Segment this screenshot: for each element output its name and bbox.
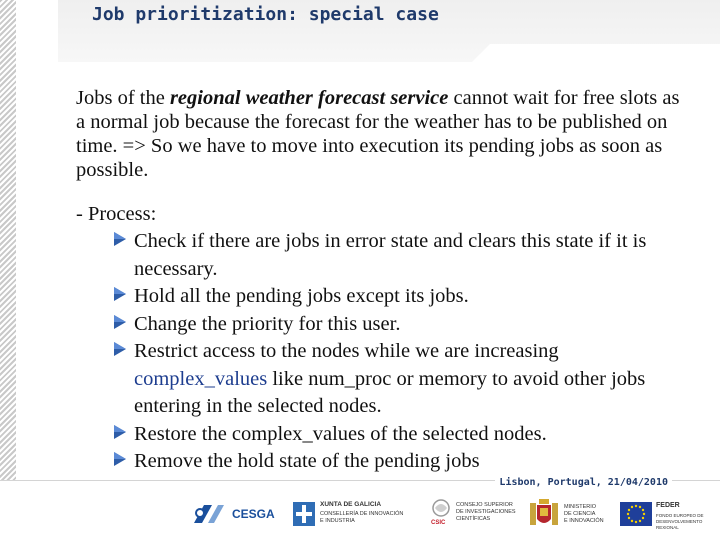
ministerio-line-1: MINISTERIO xyxy=(564,504,597,510)
sponsor-logos xyxy=(190,496,710,532)
bullet-arrow-icon xyxy=(112,424,128,440)
step-text-before: Restrict access to the nodes while we are increasing xyxy=(134,340,559,362)
footer-date: Lisbon, Portugal, 21/04/2010 xyxy=(495,477,672,488)
feder-line-1: FEDER xyxy=(656,502,680,509)
xunta-line-3: E INDUSTRIA xyxy=(320,518,355,524)
ministerio-line-3: E INNOVACIÓN xyxy=(564,518,604,524)
spain-crest-icon xyxy=(528,497,560,531)
feder-line-3: DESENVOLVEMENTO REXIONAL xyxy=(656,519,703,530)
slide-content xyxy=(76,86,686,476)
step-text: Change the priority for this user. xyxy=(134,312,401,335)
list-item xyxy=(134,448,686,476)
intro-paragraph xyxy=(76,86,686,182)
bullet-arrow-icon xyxy=(112,341,128,357)
list-item xyxy=(134,311,686,339)
intro-emphasis: regional weather forecast service xyxy=(169,87,449,109)
intro-after: cannot wait for free slots as a normal job because the forecast for the weather has to be published on time. => So we have to move into execution its pending jobs as soon as possible. xyxy=(76,87,680,181)
eu-flag-icon xyxy=(620,502,652,526)
bullet-arrow-icon xyxy=(112,231,128,247)
csic-logo xyxy=(430,496,522,532)
step-text-after: like num_proc or memory to avoid other jobs entering in the selected nodes. xyxy=(134,367,646,417)
xunta-line-1: XUNTA DE GALICIA xyxy=(320,501,382,508)
feder-logo xyxy=(620,496,710,532)
xunta-logo xyxy=(292,496,414,532)
cesga-text: CESGA xyxy=(232,507,275,521)
slide-title: Job prioritization: special case xyxy=(92,4,439,25)
bullet-arrow-icon xyxy=(112,451,128,467)
ministerio-line-2: DE CIENCIA xyxy=(564,511,596,517)
intro-before: Jobs of the xyxy=(76,87,170,109)
cesga-mark-icon xyxy=(190,499,230,529)
bullet-arrow-icon xyxy=(112,314,128,330)
xunta-line-2: CONSELLERÍA DE INNOVACIÓN xyxy=(320,511,404,517)
list-item xyxy=(134,338,686,421)
step-text: Restore the complex_values of the selected nodes. xyxy=(134,422,547,445)
csic-line-1: CONSEJO SUPERIOR xyxy=(456,502,513,508)
csic-line-2: DE INVESTIGACIONES xyxy=(456,509,516,515)
step-text: Check if there are jobs in error state and clears this state if it is necessary. xyxy=(134,230,647,280)
list-item xyxy=(134,421,686,449)
csic-line-3: CIENTÍFICAS xyxy=(456,516,491,522)
step-text: Hold all the pending jobs except its jobs. xyxy=(134,285,469,307)
header-notch xyxy=(470,44,720,64)
step-text: Remove the hold state of the pending jobs xyxy=(134,450,480,472)
xunta-emblem-icon xyxy=(292,501,316,527)
ministerio-logo xyxy=(528,496,612,532)
csic-mark: CSIC xyxy=(431,520,446,526)
feder-line-2: FONDO EUROPEO DE xyxy=(656,513,704,518)
bullet-arrow-icon xyxy=(112,286,128,302)
process-steps xyxy=(76,228,686,476)
process-label: - Process: xyxy=(76,203,157,225)
complex-values-term: complex_values xyxy=(134,367,268,390)
list-item xyxy=(134,228,686,283)
left-decorative-strip xyxy=(0,0,16,480)
list-item xyxy=(134,283,686,311)
cesga-logo xyxy=(190,496,280,532)
